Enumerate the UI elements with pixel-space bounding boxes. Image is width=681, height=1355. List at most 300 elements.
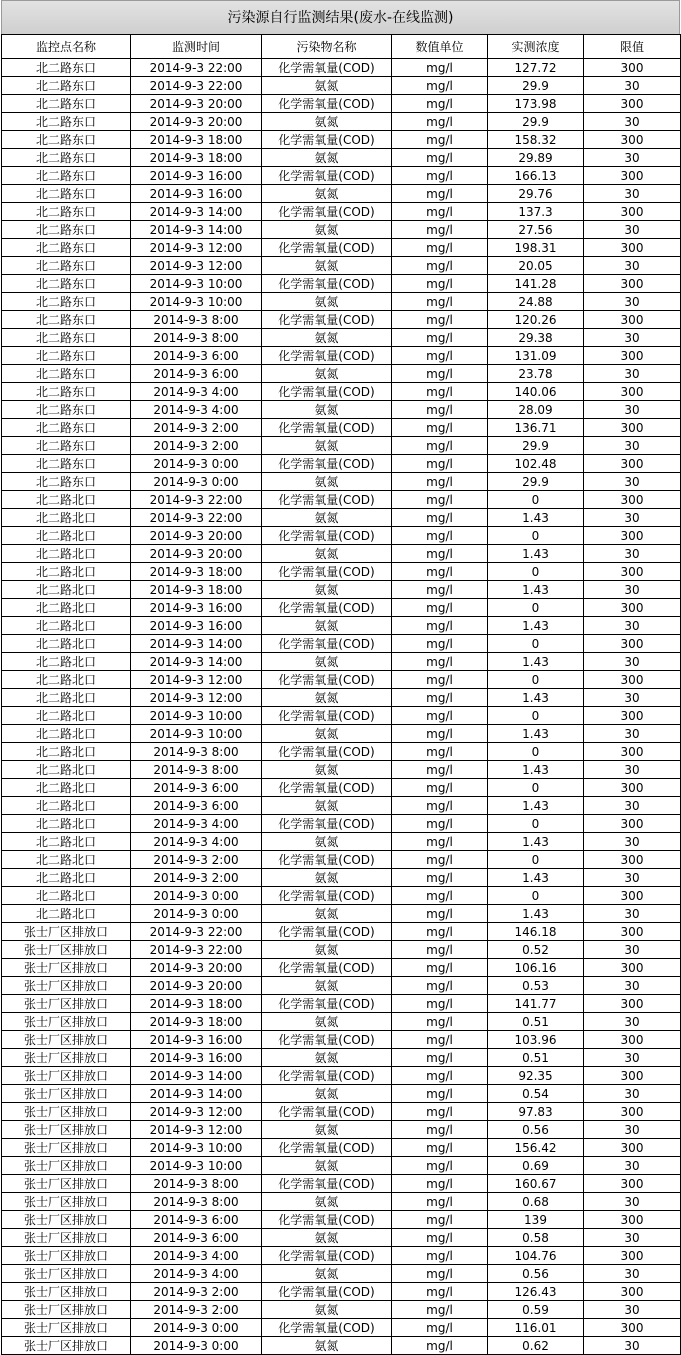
unit-cell: mg/l (392, 149, 488, 167)
table-row (2, 1265, 681, 1283)
table-row (2, 833, 681, 851)
measured-cell: 0 (488, 635, 584, 653)
site-cell: 北二路北口 (2, 707, 131, 725)
pollutant-cell: 化学需氧量(COD) (262, 275, 392, 293)
measured-cell: 0 (488, 563, 584, 581)
pollutant-cell: 化学需氧量(COD) (262, 1283, 392, 1301)
measured-cell: 139 (488, 1211, 584, 1229)
site-cell: 北二路北口 (2, 653, 131, 671)
table-row (2, 635, 681, 653)
time-cell: 2014-9-3 14:00 (131, 1085, 262, 1103)
table-row (2, 1067, 681, 1085)
site-cell: 张士厂区排放口 (2, 923, 131, 941)
table-row (2, 1319, 681, 1337)
unit-cell: mg/l (392, 941, 488, 959)
time-cell: 2014-9-3 4:00 (131, 1265, 262, 1283)
measured-cell: 0.69 (488, 1157, 584, 1175)
table-row (2, 581, 681, 599)
unit-cell: mg/l (392, 527, 488, 545)
unit-cell: mg/l (392, 959, 488, 977)
limit-cell: 300 (584, 203, 681, 221)
time-cell: 2014-9-3 18:00 (131, 581, 262, 599)
time-cell: 2014-9-3 12:00 (131, 239, 262, 257)
limit-cell: 300 (584, 563, 681, 581)
pollutant-cell: 化学需氧量(COD) (262, 419, 392, 437)
header-pollutant: 污染物名称 (262, 35, 392, 59)
table-row (2, 239, 681, 257)
pollutant-cell: 氨氮 (262, 1229, 392, 1247)
pollutant-cell: 氨氮 (262, 185, 392, 203)
site-cell: 北二路北口 (2, 797, 131, 815)
time-cell: 2014-9-3 8:00 (131, 1175, 262, 1193)
measured-cell: 1.43 (488, 617, 584, 635)
header-unit: 数值单位 (392, 35, 488, 59)
unit-cell: mg/l (392, 347, 488, 365)
measured-cell: 28.09 (488, 401, 584, 419)
table-row (2, 743, 681, 761)
site-cell: 北二路东口 (2, 383, 131, 401)
unit-cell: mg/l (392, 869, 488, 887)
time-cell: 2014-9-3 2:00 (131, 1283, 262, 1301)
site-cell: 北二路东口 (2, 221, 131, 239)
site-cell: 北二路北口 (2, 761, 131, 779)
table-row (2, 1049, 681, 1067)
time-cell: 2014-9-3 8:00 (131, 329, 262, 347)
site-cell: 北二路北口 (2, 599, 131, 617)
limit-cell: 300 (584, 851, 681, 869)
table-row (2, 995, 681, 1013)
unit-cell: mg/l (392, 1013, 488, 1031)
unit-cell: mg/l (392, 923, 488, 941)
site-cell: 北二路东口 (2, 473, 131, 491)
time-cell: 2014-9-3 22:00 (131, 509, 262, 527)
pollutant-cell: 氨氮 (262, 1013, 392, 1031)
unit-cell: mg/l (392, 1139, 488, 1157)
unit-cell: mg/l (392, 887, 488, 905)
table-row (2, 689, 681, 707)
time-cell: 2014-9-3 14:00 (131, 1067, 262, 1085)
unit-cell: mg/l (392, 1247, 488, 1265)
pollutant-cell: 氨氮 (262, 509, 392, 527)
limit-cell: 300 (584, 1211, 681, 1229)
pollutant-cell: 氨氮 (262, 401, 392, 419)
limit-cell: 300 (584, 1067, 681, 1085)
limit-cell: 300 (584, 815, 681, 833)
site-cell: 北二路北口 (2, 743, 131, 761)
pollutant-cell: 氨氮 (262, 365, 392, 383)
measured-cell: 116.01 (488, 1319, 584, 1337)
table-row (2, 1175, 681, 1193)
limit-cell: 300 (584, 1175, 681, 1193)
measured-cell: 1.43 (488, 653, 584, 671)
measured-cell: 136.71 (488, 419, 584, 437)
site-cell: 张士厂区排放口 (2, 1049, 131, 1067)
limit-cell: 30 (584, 185, 681, 203)
limit-cell: 30 (584, 1337, 681, 1355)
limit-cell: 30 (584, 509, 681, 527)
time-cell: 2014-9-3 4:00 (131, 383, 262, 401)
site-cell: 张士厂区排放口 (2, 1193, 131, 1211)
limit-cell: 30 (584, 473, 681, 491)
unit-cell: mg/l (392, 113, 488, 131)
time-cell: 2014-9-3 22:00 (131, 941, 262, 959)
pollutant-cell: 化学需氧量(COD) (262, 59, 392, 77)
table-row (2, 815, 681, 833)
unit-cell: mg/l (392, 239, 488, 257)
limit-cell: 300 (584, 167, 681, 185)
time-cell: 2014-9-3 16:00 (131, 617, 262, 635)
time-cell: 2014-9-3 14:00 (131, 653, 262, 671)
time-cell: 2014-9-3 8:00 (131, 743, 262, 761)
limit-cell: 30 (584, 1229, 681, 1247)
pollutant-cell: 化学需氧量(COD) (262, 95, 392, 113)
table-row (2, 1013, 681, 1031)
limit-cell: 30 (584, 365, 681, 383)
limit-cell: 30 (584, 941, 681, 959)
time-cell: 2014-9-3 0:00 (131, 905, 262, 923)
limit-cell: 300 (584, 1319, 681, 1337)
pollutant-cell: 氨氮 (262, 581, 392, 599)
time-cell: 2014-9-3 10:00 (131, 275, 262, 293)
limit-cell: 30 (584, 437, 681, 455)
site-cell: 北二路东口 (2, 113, 131, 131)
measured-cell: 0 (488, 815, 584, 833)
unit-cell: mg/l (392, 383, 488, 401)
table-row (2, 167, 681, 185)
header-time: 监测时间 (131, 35, 262, 59)
time-cell: 2014-9-3 14:00 (131, 221, 262, 239)
site-cell: 北二路东口 (2, 455, 131, 473)
site-cell: 北二路东口 (2, 365, 131, 383)
measured-cell: 0.59 (488, 1301, 584, 1319)
measured-cell: 1.43 (488, 545, 584, 563)
pollutant-cell: 化学需氧量(COD) (262, 383, 392, 401)
site-cell: 张士厂区排放口 (2, 1013, 131, 1031)
measured-cell: 1.43 (488, 905, 584, 923)
measured-cell: 1.43 (488, 725, 584, 743)
measured-cell: 1.43 (488, 581, 584, 599)
time-cell: 2014-9-3 12:00 (131, 1103, 262, 1121)
table-row (2, 941, 681, 959)
site-cell: 北二路北口 (2, 617, 131, 635)
measured-cell: 158.32 (488, 131, 584, 149)
limit-cell: 300 (584, 455, 681, 473)
site-cell: 北二路东口 (2, 401, 131, 419)
table-row (2, 1121, 681, 1139)
table-row (2, 275, 681, 293)
limit-cell: 300 (584, 707, 681, 725)
limit-cell: 30 (584, 1121, 681, 1139)
time-cell: 2014-9-3 2:00 (131, 851, 262, 869)
site-cell: 张士厂区排放口 (2, 1121, 131, 1139)
time-cell: 2014-9-3 16:00 (131, 599, 262, 617)
unit-cell: mg/l (392, 725, 488, 743)
table-row (2, 1337, 681, 1355)
limit-cell: 300 (584, 1031, 681, 1049)
time-cell: 2014-9-3 18:00 (131, 149, 262, 167)
limit-cell: 300 (584, 995, 681, 1013)
unit-cell: mg/l (392, 995, 488, 1013)
table-row (2, 1193, 681, 1211)
limit-cell: 300 (584, 671, 681, 689)
table-row (2, 365, 681, 383)
limit-cell: 30 (584, 401, 681, 419)
limit-cell: 30 (584, 905, 681, 923)
table-row (2, 869, 681, 887)
measured-cell: 1.43 (488, 869, 584, 887)
unit-cell: mg/l (392, 743, 488, 761)
table-row (2, 707, 681, 725)
limit-cell: 30 (584, 221, 681, 239)
unit-cell: mg/l (392, 1121, 488, 1139)
pollutant-cell: 氨氮 (262, 1049, 392, 1067)
time-cell: 2014-9-3 6:00 (131, 1229, 262, 1247)
header-limit: 限值 (584, 35, 681, 59)
pollutant-cell: 氨氮 (262, 77, 392, 95)
limit-cell: 300 (584, 59, 681, 77)
table-header (2, 35, 681, 59)
measured-cell: 1.43 (488, 833, 584, 851)
time-cell: 2014-9-3 4:00 (131, 833, 262, 851)
table-row (2, 599, 681, 617)
measured-cell: 97.83 (488, 1103, 584, 1121)
site-cell: 张士厂区排放口 (2, 1229, 131, 1247)
pollutant-cell: 化学需氧量(COD) (262, 743, 392, 761)
unit-cell: mg/l (392, 761, 488, 779)
table-row (2, 1247, 681, 1265)
limit-cell: 30 (584, 1049, 681, 1067)
limit-cell: 30 (584, 149, 681, 167)
table-row (2, 527, 681, 545)
measured-cell: 0.54 (488, 1085, 584, 1103)
pollutant-cell: 氨氮 (262, 905, 392, 923)
table-row (2, 1283, 681, 1301)
limit-cell: 300 (584, 779, 681, 797)
unit-cell: mg/l (392, 1067, 488, 1085)
site-cell: 北二路北口 (2, 887, 131, 905)
site-cell: 北二路东口 (2, 59, 131, 77)
pollutant-cell: 化学需氧量(COD) (262, 455, 392, 473)
pollutant-cell: 氨氮 (262, 977, 392, 995)
pollutant-cell: 氨氮 (262, 293, 392, 311)
unit-cell: mg/l (392, 833, 488, 851)
site-cell: 北二路东口 (2, 437, 131, 455)
pollutant-cell: 化学需氧量(COD) (262, 779, 392, 797)
table-row (2, 1031, 681, 1049)
pollutant-cell: 氨氮 (262, 1193, 392, 1211)
pollutant-cell: 化学需氧量(COD) (262, 1031, 392, 1049)
site-cell: 北二路北口 (2, 851, 131, 869)
measured-cell: 29.9 (488, 473, 584, 491)
site-cell: 北二路东口 (2, 131, 131, 149)
time-cell: 2014-9-3 14:00 (131, 203, 262, 221)
header-site: 监控点名称 (2, 35, 131, 59)
site-cell: 北二路东口 (2, 257, 131, 275)
measured-cell: 0.51 (488, 1013, 584, 1031)
limit-cell: 30 (584, 833, 681, 851)
time-cell: 2014-9-3 12:00 (131, 257, 262, 275)
time-cell: 2014-9-3 20:00 (131, 977, 262, 995)
pollutant-cell: 化学需氧量(COD) (262, 1103, 392, 1121)
pollutant-cell: 化学需氧量(COD) (262, 1211, 392, 1229)
site-cell: 北二路东口 (2, 239, 131, 257)
unit-cell: mg/l (392, 401, 488, 419)
measured-cell: 160.67 (488, 1175, 584, 1193)
pollutant-cell: 化学需氧量(COD) (262, 1175, 392, 1193)
limit-cell: 300 (584, 743, 681, 761)
measured-cell: 29.76 (488, 185, 584, 203)
table-row (2, 257, 681, 275)
measured-cell: 24.88 (488, 293, 584, 311)
pollutant-cell: 化学需氧量(COD) (262, 203, 392, 221)
table-row (2, 887, 681, 905)
table-row (2, 509, 681, 527)
pollutant-cell: 氨氮 (262, 437, 392, 455)
table-row (2, 59, 681, 77)
site-cell: 北二路北口 (2, 689, 131, 707)
unit-cell: mg/l (392, 635, 488, 653)
measured-cell: 104.76 (488, 1247, 584, 1265)
unit-cell: mg/l (392, 455, 488, 473)
pollutant-cell: 氨氮 (262, 617, 392, 635)
limit-cell: 30 (584, 797, 681, 815)
unit-cell: mg/l (392, 1211, 488, 1229)
pollutant-cell: 氨氮 (262, 221, 392, 239)
site-cell: 张士厂区排放口 (2, 959, 131, 977)
limit-cell: 30 (584, 1085, 681, 1103)
table-row (2, 1211, 681, 1229)
unit-cell: mg/l (392, 131, 488, 149)
measured-cell: 103.96 (488, 1031, 584, 1049)
limit-cell: 300 (584, 419, 681, 437)
measured-cell: 0 (488, 599, 584, 617)
measured-cell: 140.06 (488, 383, 584, 401)
site-cell: 北二路东口 (2, 203, 131, 221)
site-cell: 北二路北口 (2, 635, 131, 653)
table-row (2, 1103, 681, 1121)
unit-cell: mg/l (392, 1283, 488, 1301)
time-cell: 2014-9-3 18:00 (131, 131, 262, 149)
measured-cell: 29.9 (488, 77, 584, 95)
limit-cell: 30 (584, 761, 681, 779)
pollutant-cell: 化学需氧量(COD) (262, 1247, 392, 1265)
pollutant-cell: 氨氮 (262, 473, 392, 491)
unit-cell: mg/l (392, 815, 488, 833)
unit-cell: mg/l (392, 275, 488, 293)
unit-cell: mg/l (392, 1193, 488, 1211)
measured-cell: 0 (488, 851, 584, 869)
time-cell: 2014-9-3 2:00 (131, 869, 262, 887)
measured-cell: 126.43 (488, 1283, 584, 1301)
site-cell: 北二路北口 (2, 671, 131, 689)
table-row (2, 563, 681, 581)
site-cell: 北二路东口 (2, 329, 131, 347)
time-cell: 2014-9-3 8:00 (131, 761, 262, 779)
measured-cell: 0 (488, 527, 584, 545)
limit-cell: 30 (584, 725, 681, 743)
measured-cell: 29.9 (488, 437, 584, 455)
limit-cell: 300 (584, 311, 681, 329)
measured-cell: 146.18 (488, 923, 584, 941)
time-cell: 2014-9-3 0:00 (131, 473, 262, 491)
table-row (2, 779, 681, 797)
time-cell: 2014-9-3 22:00 (131, 923, 262, 941)
table-row (2, 149, 681, 167)
pollutant-cell: 氨氮 (262, 329, 392, 347)
table-row (2, 419, 681, 437)
limit-cell: 30 (584, 257, 681, 275)
site-cell: 北二路北口 (2, 725, 131, 743)
time-cell: 2014-9-3 0:00 (131, 887, 262, 905)
table-row (2, 653, 681, 671)
pollutant-cell: 化学需氧量(COD) (262, 887, 392, 905)
table-row (2, 437, 681, 455)
time-cell: 2014-9-3 12:00 (131, 689, 262, 707)
limit-cell: 30 (584, 329, 681, 347)
site-cell: 张士厂区排放口 (2, 1319, 131, 1337)
unit-cell: mg/l (392, 797, 488, 815)
time-cell: 2014-9-3 8:00 (131, 311, 262, 329)
unit-cell: mg/l (392, 77, 488, 95)
site-cell: 北二路北口 (2, 815, 131, 833)
pollutant-cell: 化学需氧量(COD) (262, 527, 392, 545)
table-row (2, 383, 681, 401)
pollutant-cell: 氨氮 (262, 1121, 392, 1139)
unit-cell: mg/l (392, 1229, 488, 1247)
limit-cell: 300 (584, 527, 681, 545)
pollutant-cell: 化学需氧量(COD) (262, 959, 392, 977)
table-row (2, 491, 681, 509)
measured-cell: 198.31 (488, 239, 584, 257)
site-cell: 北二路北口 (2, 545, 131, 563)
site-cell: 北二路东口 (2, 275, 131, 293)
unit-cell: mg/l (392, 1049, 488, 1067)
limit-cell: 300 (584, 239, 681, 257)
measured-cell: 0.56 (488, 1265, 584, 1283)
table-row (2, 797, 681, 815)
measured-cell: 106.16 (488, 959, 584, 977)
measured-cell: 1.43 (488, 509, 584, 527)
unit-cell: mg/l (392, 1175, 488, 1193)
measured-cell: 27.56 (488, 221, 584, 239)
site-cell: 张士厂区排放口 (2, 1337, 131, 1355)
time-cell: 2014-9-3 18:00 (131, 563, 262, 581)
time-cell: 2014-9-3 4:00 (131, 401, 262, 419)
unit-cell: mg/l (392, 581, 488, 599)
table-row (2, 851, 681, 869)
time-cell: 2014-9-3 8:00 (131, 1193, 262, 1211)
time-cell: 2014-9-3 16:00 (131, 1049, 262, 1067)
table-row (2, 1085, 681, 1103)
time-cell: 2014-9-3 18:00 (131, 995, 262, 1013)
measured-cell: 23.78 (488, 365, 584, 383)
measured-cell: 29.38 (488, 329, 584, 347)
unit-cell: mg/l (392, 689, 488, 707)
limit-cell: 300 (584, 1139, 681, 1157)
time-cell: 2014-9-3 2:00 (131, 1301, 262, 1319)
unit-cell: mg/l (392, 1157, 488, 1175)
measured-cell: 1.43 (488, 689, 584, 707)
pollutant-cell: 化学需氧量(COD) (262, 239, 392, 257)
limit-cell: 30 (584, 545, 681, 563)
pollutant-cell: 化学需氧量(COD) (262, 815, 392, 833)
time-cell: 2014-9-3 20:00 (131, 545, 262, 563)
pollutant-cell: 氨氮 (262, 869, 392, 887)
site-cell: 张士厂区排放口 (2, 1301, 131, 1319)
pollutant-cell: 化学需氧量(COD) (262, 167, 392, 185)
time-cell: 2014-9-3 0:00 (131, 1337, 262, 1355)
measured-cell: 131.09 (488, 347, 584, 365)
